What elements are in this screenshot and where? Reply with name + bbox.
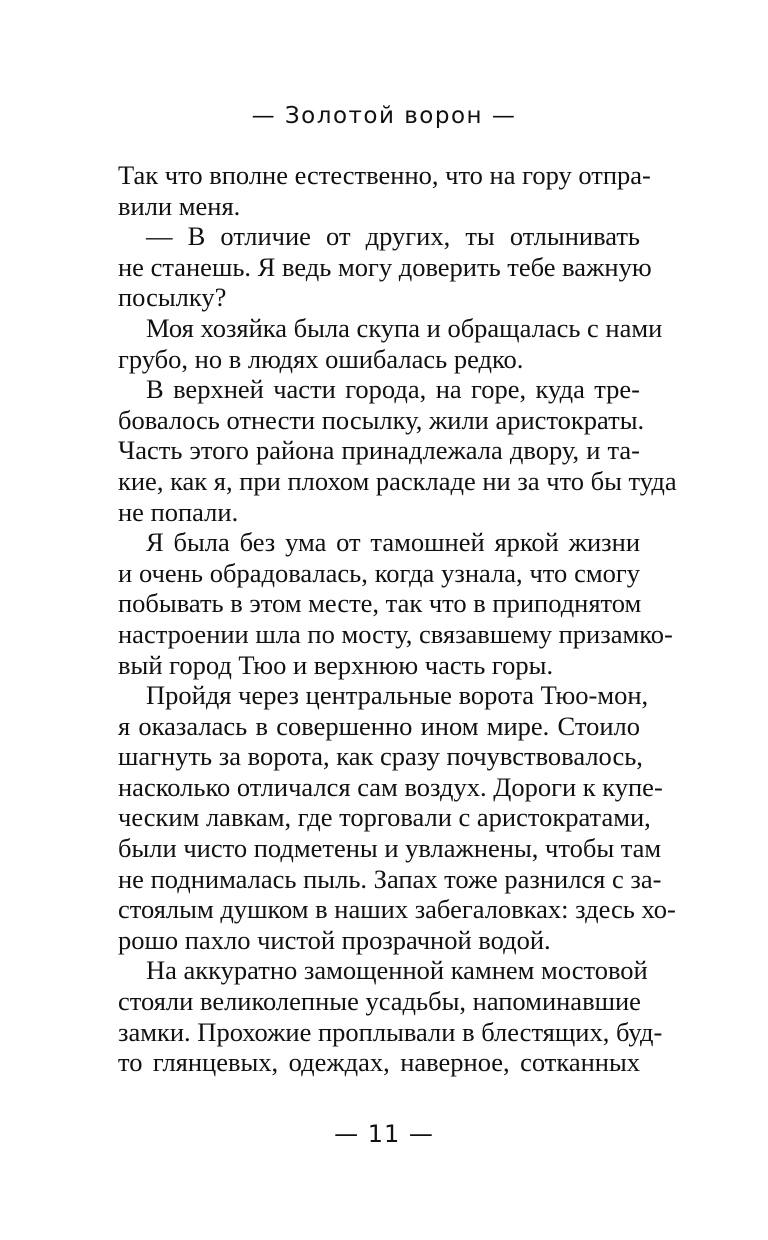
paragraph-first-line: — В отличие от других, ты отлынивать — [146, 221, 640, 252]
paragraph-first-line: В верхней части города, на горе, куда тре- — [146, 374, 640, 405]
paragraph-first-line: Моя хозяйка была скупа и обращалась с нами — [146, 312, 663, 343]
text-line: не попали. — [118, 496, 239, 527]
text-line: я оказалась в совершенно ином мире. Стоило — [118, 710, 640, 741]
text-line: посылку? — [118, 282, 227, 313]
body-text — [118, 160, 677, 1078]
text-line: стоялым душком в наших забегаловках: здесь хо- — [118, 894, 676, 925]
text-line: Часть этого района принадлежала двору, и та- — [118, 435, 640, 466]
text-line: ческим лавкам, где торговали с аристократами, — [118, 802, 651, 833]
text-line: грубо, но в людях ошибалась редко. — [118, 343, 524, 374]
text-line: и очень обрадовалась, когда узнала, что смогу — [118, 557, 640, 588]
page-number: — 11 — — [334, 1120, 434, 1148]
text-line: шагнуть за ворота, как сразу почувствовалось, — [118, 741, 643, 772]
text-line: вили меня. — [118, 190, 241, 221]
text-line: настроении шла по мосту, связавшему призамко- — [118, 618, 673, 649]
running-header: — Золотой ворон — — [251, 103, 517, 129]
text-line: насколько отличался сам воздух. Дороги к купе- — [118, 771, 663, 802]
text-line: рошо пахло чистой прозрачной водой. — [118, 924, 551, 955]
text-line: не поднималась пыль. Запах тоже разнился с за- — [118, 863, 662, 894]
text-line: вый город Тюо и верхнюю часть горы. — [118, 649, 554, 680]
text-line: Так что вполне естественно, что на гору отпра- — [118, 160, 651, 190]
paragraph-first-line: Пройдя через центральные ворота Тюо-мон, — [146, 680, 649, 711]
text-line: то глянцевых, одеждах, наверное, сотканных — [118, 1047, 640, 1078]
text-line: замки. Прохожие проплывали в блестящих, буд- — [118, 1016, 663, 1047]
paragraph-first-line: Я была без ума от тамошней яркой жизни — [146, 527, 640, 558]
text-line: побывать в этом месте, так что в приподнятом — [118, 588, 642, 619]
paragraph-first-line: На аккуратно замощенной камнем мостовой — [146, 955, 648, 986]
text-line: кие, как я, при плохом раскладе ни за что бы туда — [118, 465, 677, 496]
text-line: стояли великолепные усадьбы, напоминавшие — [118, 986, 641, 1017]
text-line: бовалось отнести посылку, жили аристократы. — [118, 404, 645, 435]
text-line: были чисто подметены и увлажнены, чтобы там — [118, 833, 662, 864]
text-line: не станешь. Я ведь могу доверить тебе важную — [118, 251, 652, 282]
